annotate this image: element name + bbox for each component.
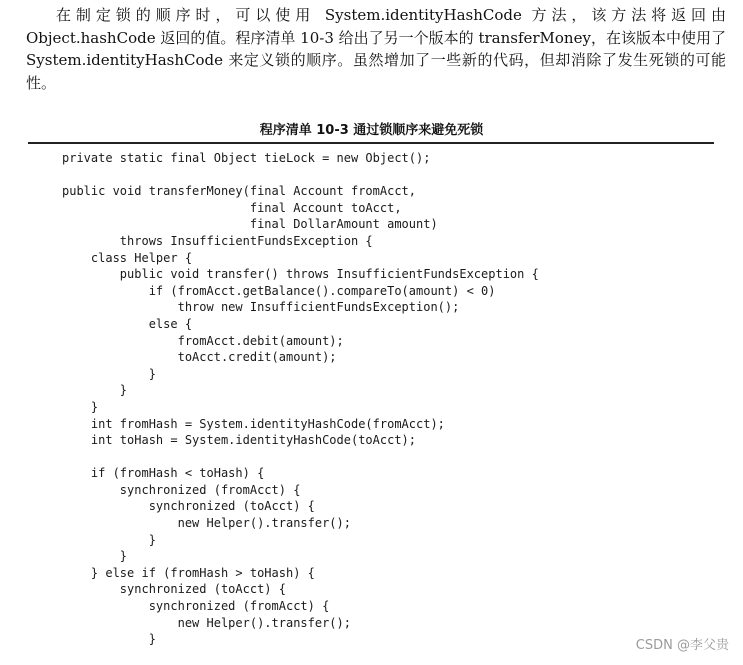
code-line: } (62, 549, 128, 564)
code-line: synchronized (fromAcct) { (62, 482, 301, 497)
code-line (62, 449, 539, 466)
code-line: if (fromAcct.getBalance().compareTo(amount) < 0) (62, 283, 496, 298)
intro-paragraph: 在制定锁的顺序时，可以使用 System.identityHashCode 方法，该方法将返回由 Object.hashCode 返回的值。程序清单 10-3 给出了另一个版本的 transferMoney，在该版本中使用了 System.identityHashCode 来定义锁的顺序。虽然增加了一些新的代码，但却消除了发生死锁的可能性。 (26, 6, 726, 92)
code-line: synchronized (toAcct) { (62, 499, 315, 514)
code-line (62, 167, 539, 184)
code-line: final Account toAcct, (62, 200, 402, 215)
code-line: public void transfer() throws InsufficientFundsException { (62, 267, 539, 282)
code-line: new Helper().transfer(); (62, 615, 351, 630)
code-line: } (62, 383, 128, 398)
code-line: throws InsufficientFundsException { (62, 233, 373, 248)
code-line: } (62, 532, 156, 547)
code-listing (62, 150, 539, 648)
csdn-watermark: CSDN @李父贵 (635, 638, 729, 653)
listing-divider (28, 142, 714, 144)
code-line: } (62, 399, 99, 414)
code-line: } (62, 632, 156, 647)
code-line: fromAcct.debit(amount); (62, 333, 344, 348)
code-line: private static final Object tieLock = new Object(); (62, 151, 431, 165)
listing-title: 程序清单 10-3 通过锁顺序来避免死锁 (259, 123, 484, 138)
code-line: int fromHash = System.identityHashCode(fromAcct); (62, 416, 445, 431)
code-line: new Helper().transfer(); (62, 516, 351, 531)
code-line: } (62, 366, 156, 381)
code-line: if (fromHash < toHash) { (62, 466, 265, 481)
code-line: final DollarAmount amount) (62, 217, 438, 232)
code-line: throw new InsufficientFundsException(); (62, 300, 460, 315)
code-line: class Helper { (62, 250, 193, 265)
code-line: synchronized (toAcct) { (62, 582, 286, 597)
code-line: toAcct.credit(amount); (62, 350, 337, 365)
code-line: } else if (fromHash > toHash) { (62, 565, 315, 580)
code-line: public void transferMoney(final Account fromAcct, (62, 184, 417, 199)
code-line: int toHash = System.identityHashCode(toAcct); (62, 433, 417, 448)
intro-text (26, 4, 726, 94)
code-line: synchronized (fromAcct) { (62, 599, 330, 614)
code-line: else { (62, 316, 193, 331)
